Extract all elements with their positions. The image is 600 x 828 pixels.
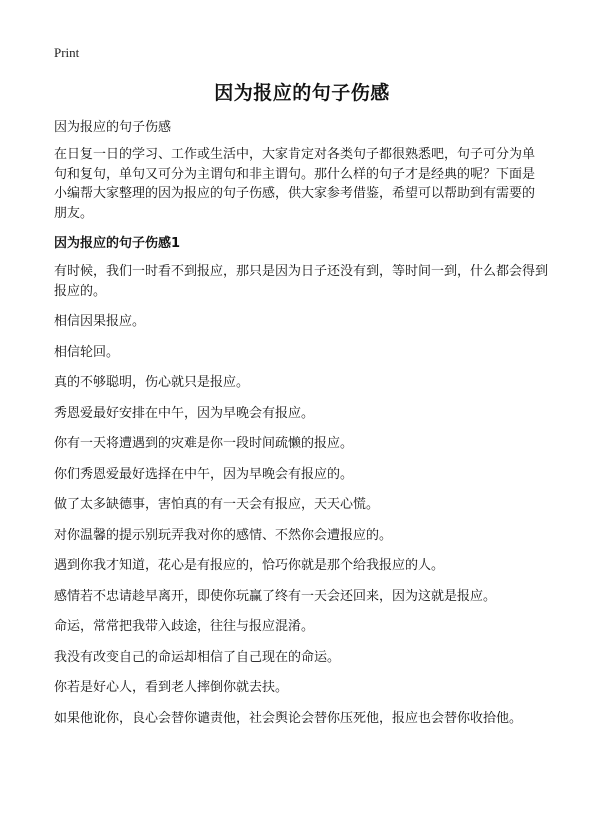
section-heading: 因为报应的句子伤感1 xyxy=(54,236,181,251)
list-item: 相信轮回。 xyxy=(54,344,120,360)
list-item: 真的不够聪明，伤心就只是报应。 xyxy=(54,375,250,390)
list-item: 命运，常常把我带入歧途，往往与报应混淆。 xyxy=(54,619,315,634)
page-title: 因为报应的句子伤感 xyxy=(214,82,390,104)
list-item: 你若是好心人，看到老人摔倒你就去扶。 xyxy=(54,680,289,695)
list-item: 你有一天将遭遇到的灾难是你一段时间疏懒的报应。 xyxy=(54,436,354,451)
list-item: 有时候，我们一时看不到报应，那只是因为日子还没有到，等时间一到，什么都会得到报应的。 xyxy=(54,264,549,299)
intro-paragraph: 在日复一日的学习、工作或生活中，大家肯定对各类句子都很熟悉吧，句子可分为单句和复句，单句又可分为主谓句和非主谓句。那什么样的句子才是经典的呢？下面是小编帮大家整理的因为报应的句子伤感，供大家参考借鉴，希望可以帮助到有需要的朋友。 xyxy=(54,147,536,221)
document-subtitle: 因为报应的句子伤感 xyxy=(54,120,172,135)
list-item: 相信因果报应。 xyxy=(54,314,146,329)
sentence-list xyxy=(54,262,550,728)
list-item: 做了太多缺德事，害怕真的有一天会有报应，天天心慌。 xyxy=(54,497,380,512)
list-item: 对你温馨的提示别玩弄我对你的感情、不然你会遭报应的。 xyxy=(54,527,393,543)
list-item: 我没有改变自己的命运却相信了自己现在的命运。 xyxy=(54,649,341,665)
list-item: 秀恩爱最好安排在中午，因为早晚会有报应。 xyxy=(54,405,315,421)
list-item: 你们秀恩爱最好选择在中午，因为早晚会有报应的。 xyxy=(54,466,354,482)
list-item: 遇到你我才知道，花心是有报应的，恰巧你就是那个给我报应的人。 xyxy=(54,558,445,573)
list-item: 如果他讹你，良心会替你谴责他，社会舆论会替你压死他，报应也会替你收拾他。 xyxy=(54,710,523,726)
print-link[interactable]: Print xyxy=(54,45,80,60)
list-item: 感情若不忠请趁早离开，即使你玩赢了终有一天会还回来，因为这就是报应。 xyxy=(54,588,497,604)
